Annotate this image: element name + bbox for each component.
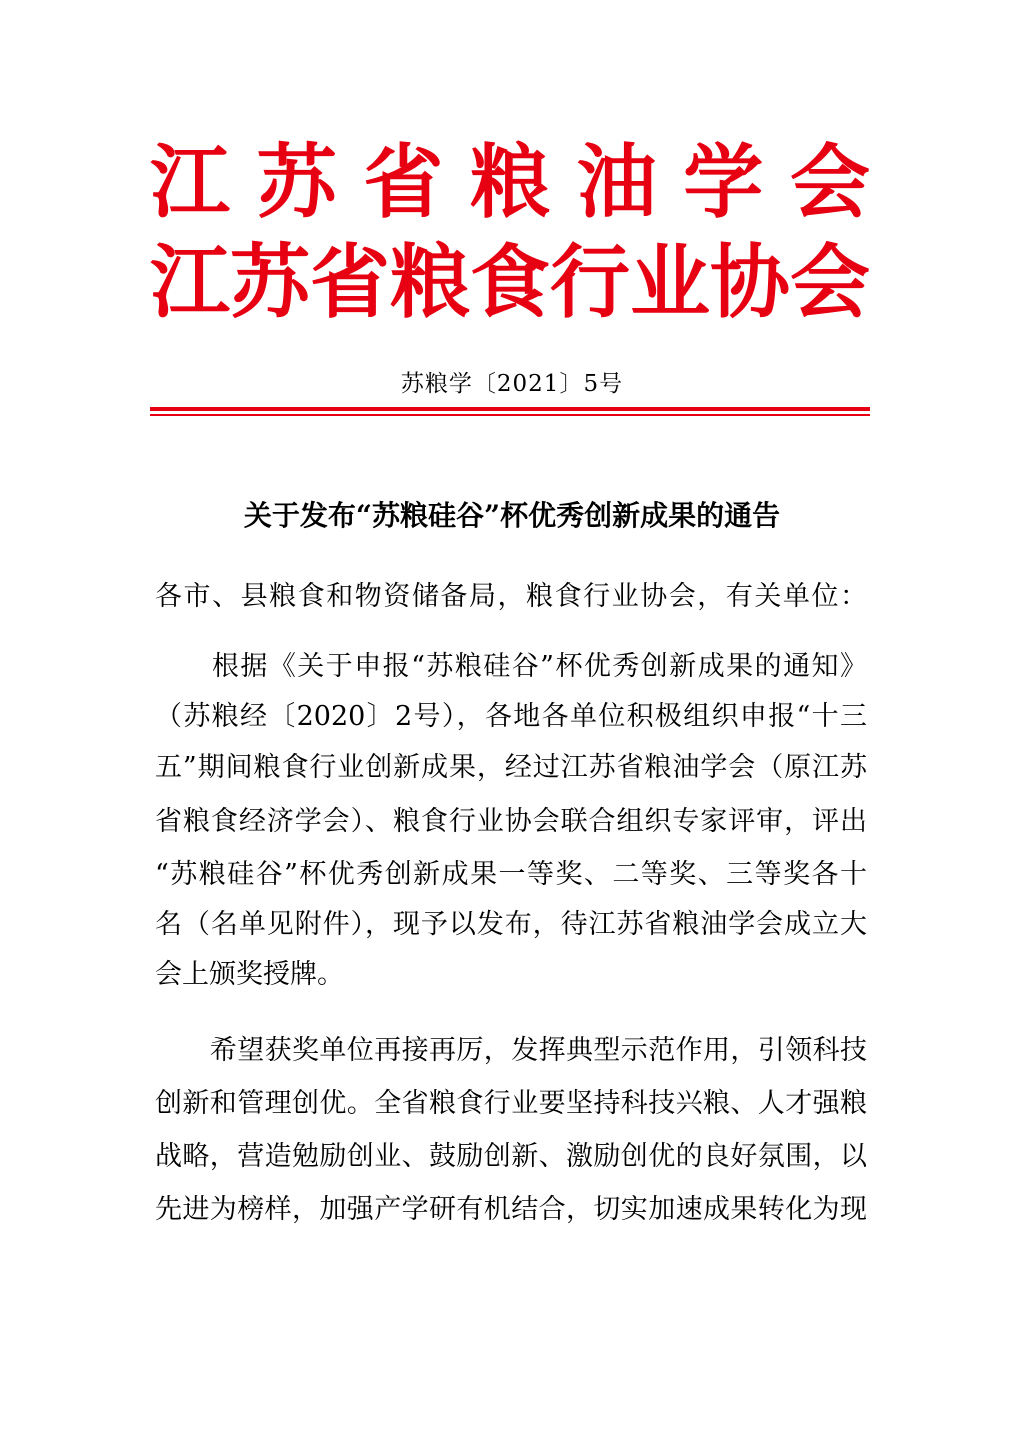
body-line: 名（名单见附件），现予以发布，待江苏省粮油学会成立大 xyxy=(155,909,867,940)
divider-thick-line xyxy=(150,407,870,411)
issuer-char: 学 xyxy=(683,136,764,229)
issuer-char: 油 xyxy=(576,136,657,229)
issuer-char: 省 xyxy=(363,136,444,229)
issuer-char: 行 xyxy=(550,236,630,329)
issuer-char: 会 xyxy=(789,136,870,229)
addressee-line: 各市、县粮食和物资储备局，粮食行业协会，有关单位： xyxy=(155,581,867,612)
issuer-char: 食 xyxy=(470,236,550,329)
body-line: 创新和管理创优。全省粮食行业要坚持科技兴粮、人才强粮 xyxy=(155,1088,867,1119)
issuer-char: 江 xyxy=(150,236,230,329)
document-number: 苏粮学〔2021〕5号 xyxy=(400,371,624,397)
body-line: （苏粮经〔2020〕2号），各地各单位积极组织申报“十三 xyxy=(155,701,867,732)
body-line: 希望获奖单位再接再厉，发挥典型示范作用，引领科技 xyxy=(155,1035,867,1066)
issuer-char: 业 xyxy=(630,236,710,329)
body-line: 五”期间粮食行业创新成果，经过江苏省粮油学会（原江苏 xyxy=(155,752,867,783)
body-line: 先进为榜样，加强产学研有机结合，切实加速成果转化为现 xyxy=(155,1194,867,1225)
issuer-char: 苏 xyxy=(256,136,337,229)
issuer-char: 省 xyxy=(310,236,390,329)
body-line: “苏粮硅谷”杯优秀创新成果一等奖、二等奖、三等奖各十 xyxy=(155,859,867,890)
body-line: 战略，营造勉励创业、鼓励创新、激励创优的良好氛围，以 xyxy=(155,1141,867,1172)
issuer-char: 苏 xyxy=(230,236,310,329)
issuer-char: 粮 xyxy=(390,236,470,329)
issuer-name-2 xyxy=(150,234,870,332)
issuer-char: 会 xyxy=(790,236,870,329)
body-line: 会上颁奖授牌。 xyxy=(155,959,344,990)
red-divider xyxy=(150,407,870,417)
issuer-name-1 xyxy=(150,134,870,232)
issuer-char: 粮 xyxy=(469,136,550,229)
issuer-char: 江 xyxy=(150,136,230,229)
body-line: 根据《关于申报“苏粮硅谷”杯优秀创新成果的通知》 xyxy=(155,651,867,682)
issuer-char: 协 xyxy=(710,236,790,329)
body-line: 省粮食经济学会）、粮食行业协会联合组织专家评审，评出 xyxy=(155,806,867,837)
notice-title: 关于发布“苏粮硅谷”杯优秀创新成果的通告 xyxy=(243,499,781,532)
divider-thin-line xyxy=(150,414,870,416)
